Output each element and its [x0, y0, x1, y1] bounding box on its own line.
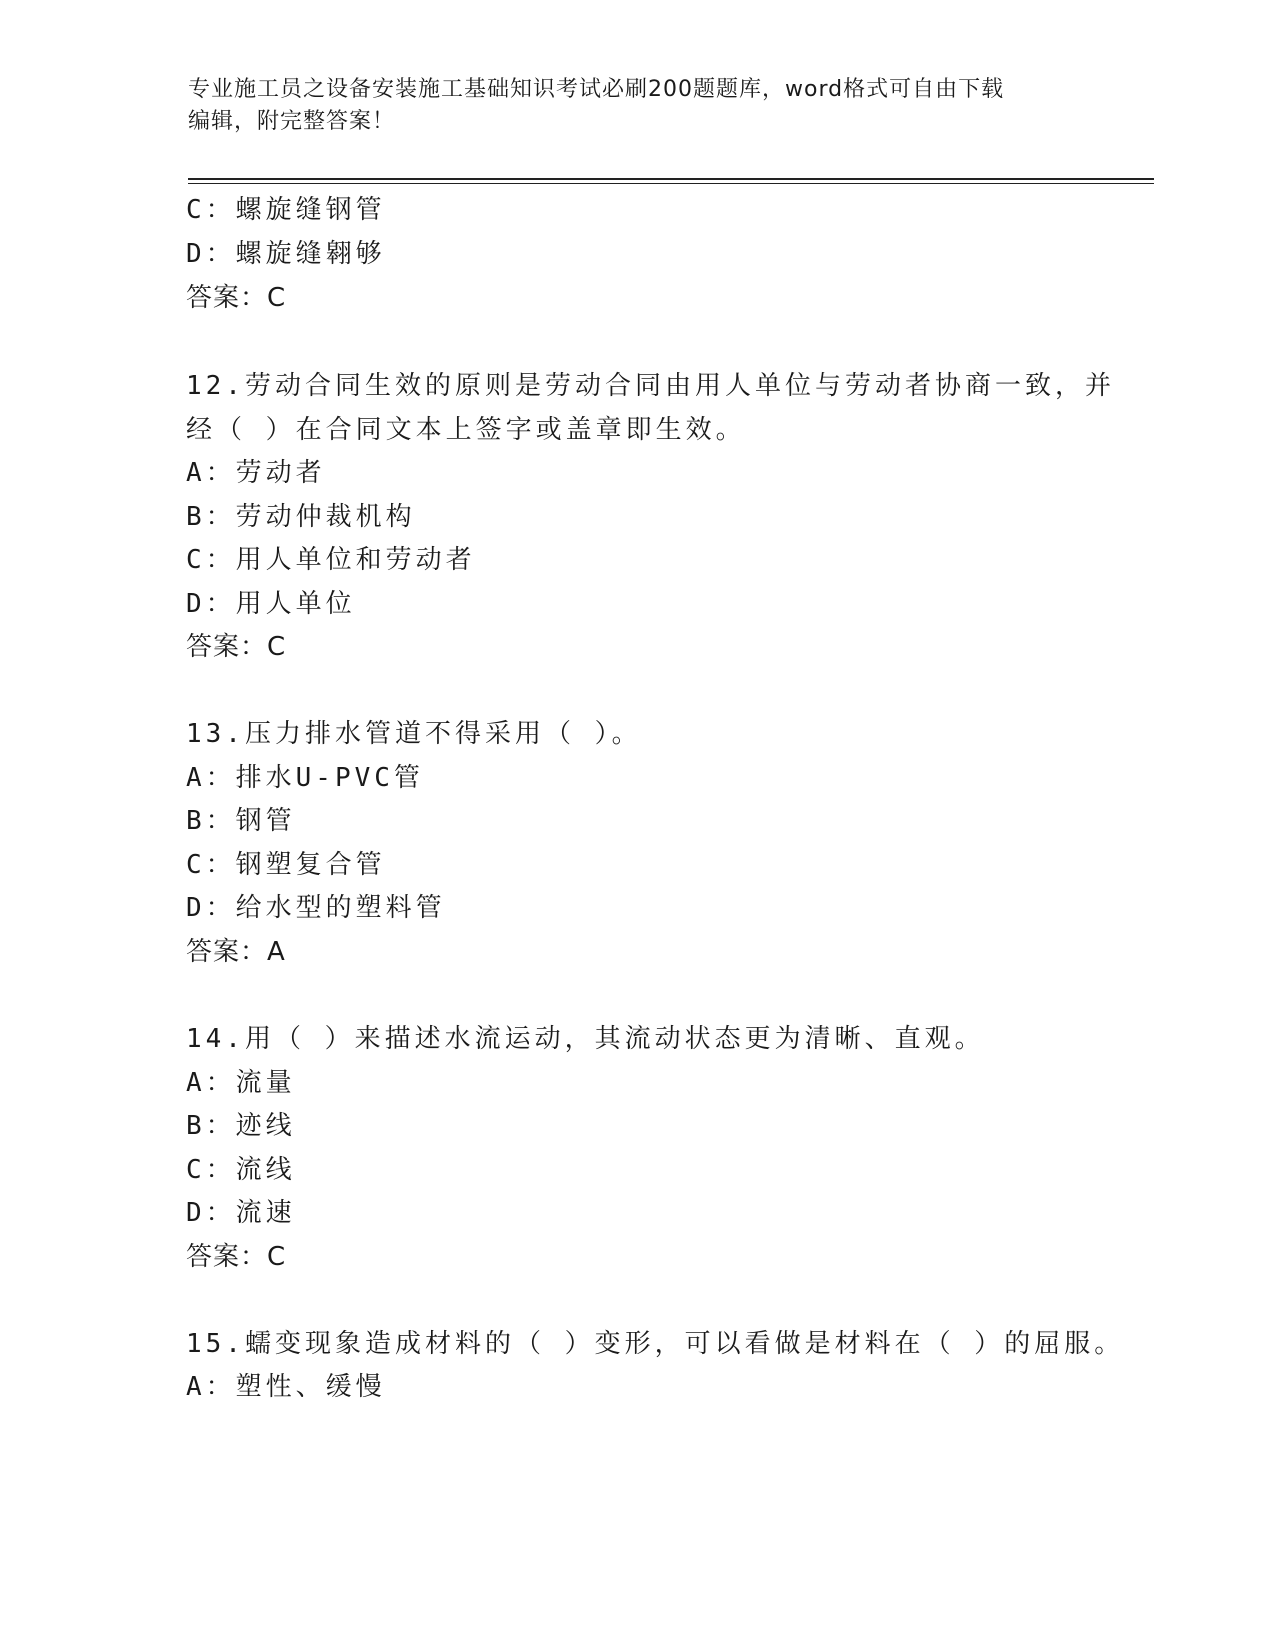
q13-option-a: A：排水U-PVC管 — [186, 763, 424, 793]
header-title-line-1: 专业施工员之设备安装施工基础知识考试必刷200题题库，word格式可自由下载 — [188, 77, 1005, 102]
q12-option-c: C：用人单位和劳动者 — [186, 545, 476, 575]
q12-option-a: A：劳动者 — [186, 458, 326, 488]
header-title-line-2: 编辑，附完整答案！ — [188, 109, 396, 134]
header-divider-thin — [188, 183, 1154, 184]
q13-option-c: C：钢塑复合管 — [186, 850, 386, 880]
q14-option-d: D：流速 — [186, 1198, 296, 1228]
document-header — [188, 74, 1088, 138]
q13-option-b: B：钢管 — [186, 806, 296, 836]
q15-option-a: A：塑性、缓慢 — [186, 1372, 386, 1402]
q12-answer: 答案：C — [186, 632, 287, 662]
q15-stem: 15.蠕变现象造成材料的（ ）变形，可以看做是材料在（ ）的屈服。 — [186, 1329, 1125, 1359]
q14-option-c: C：流线 — [186, 1155, 296, 1185]
q12-stem-line-1: 12.劳动合同生效的原则是劳动合同由用人单位与劳动者协商一致，并 — [186, 371, 1115, 401]
header-divider-thick — [188, 178, 1154, 180]
q13-stem: 13.压力排水管道不得采用（ ）。 — [186, 719, 642, 749]
q14-option-a: A：流量 — [186, 1068, 296, 1098]
q14-stem: 14.用（ ）来描述水流运动，其流动状态更为清晰、直观。 — [186, 1024, 985, 1054]
q11-option-d: D：螺旋缝翱够 — [186, 239, 386, 269]
q13-answer: 答案：A — [186, 937, 286, 967]
q11-answer: 答案：C — [186, 283, 287, 313]
q11-option-c: C：螺旋缝钢管 — [186, 195, 386, 225]
q12-option-b: B：劳动仲裁机构 — [186, 502, 416, 532]
q14-option-b: B：迹线 — [186, 1111, 296, 1141]
q12-option-d: D：用人单位 — [186, 589, 356, 619]
q12-stem-line-2: 经（ ）在合同文本上签字或盖章即生效。 — [186, 415, 746, 445]
q13-option-d: D：给水型的塑料管 — [186, 893, 446, 923]
q14-answer: 答案：C — [186, 1242, 287, 1272]
